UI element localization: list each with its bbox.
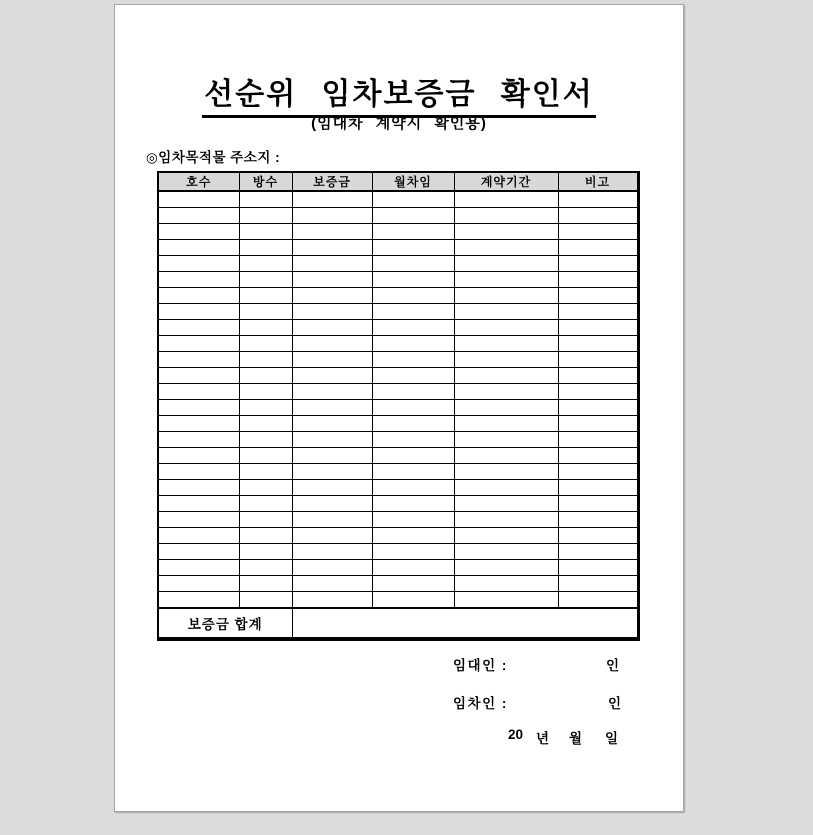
table-cell — [239, 336, 292, 352]
table-cell — [292, 432, 372, 448]
table-cell — [239, 480, 292, 496]
table-row — [158, 512, 638, 528]
table-cell — [158, 368, 239, 384]
table-cell — [454, 352, 558, 368]
table-row — [158, 368, 638, 384]
table-cell — [454, 208, 558, 224]
table-row — [158, 416, 638, 432]
table-header-cell: 보증금 — [292, 172, 372, 191]
table-row — [158, 544, 638, 560]
table-cell — [454, 288, 558, 304]
table-cell — [158, 528, 239, 544]
tenant-label: 임차인 : — [453, 696, 508, 711]
document-page — [114, 4, 684, 812]
landlord-label: 임대인 : — [453, 658, 508, 673]
table-cell — [372, 512, 454, 528]
table-cell — [558, 400, 638, 416]
document-title: 선순위 임차보증금 확인서 — [202, 69, 595, 118]
table-cell — [558, 512, 638, 528]
table-cell — [558, 496, 638, 512]
table-cell — [292, 320, 372, 336]
table-cell — [454, 191, 558, 208]
table-cell — [372, 336, 454, 352]
table-cell — [158, 592, 239, 609]
table-cell — [558, 464, 638, 480]
table-cell — [292, 560, 372, 576]
table-cell — [292, 272, 372, 288]
table-cell — [558, 256, 638, 272]
table-cell — [292, 336, 372, 352]
table-cell — [558, 592, 638, 609]
table-cell — [158, 208, 239, 224]
table-cell — [372, 320, 454, 336]
table-cell — [158, 512, 239, 528]
table-cell — [454, 432, 558, 448]
table-row — [158, 384, 638, 400]
table-cell — [292, 448, 372, 464]
table-cell — [292, 208, 372, 224]
table-header-cell: 계약기간 — [454, 172, 558, 191]
table-cell — [239, 240, 292, 256]
table-cell — [239, 592, 292, 609]
table-cell — [292, 304, 372, 320]
title-block — [115, 69, 683, 118]
table-footer-row — [158, 608, 638, 639]
table-cell — [158, 400, 239, 416]
date-month-label: 월 — [569, 731, 583, 746]
table-header-cell: 방수 — [239, 172, 292, 191]
table-cell — [372, 416, 454, 432]
table-cell — [292, 288, 372, 304]
table-row — [158, 320, 638, 336]
table-cell — [239, 191, 292, 208]
table-cell — [558, 352, 638, 368]
table-cell — [454, 480, 558, 496]
table-cell — [292, 576, 372, 592]
table-cell — [558, 432, 638, 448]
table-cell — [454, 464, 558, 480]
table-cell — [158, 191, 239, 208]
table-cell — [239, 384, 292, 400]
table-cell — [454, 448, 558, 464]
table-cell — [158, 432, 239, 448]
table-cell — [292, 256, 372, 272]
table-cell — [558, 191, 638, 208]
table-cell — [454, 368, 558, 384]
table-row — [158, 592, 638, 609]
table-row — [158, 224, 638, 240]
table-cell — [558, 272, 638, 288]
table-row — [158, 256, 638, 272]
table-cell — [372, 432, 454, 448]
table-cell — [372, 384, 454, 400]
table-cell — [158, 464, 239, 480]
table-cell — [239, 576, 292, 592]
table-cell — [372, 448, 454, 464]
table-cell — [454, 384, 558, 400]
table-cell — [454, 544, 558, 560]
table-row — [158, 288, 638, 304]
table-cell — [372, 352, 454, 368]
table-cell — [158, 304, 239, 320]
table-cell — [454, 304, 558, 320]
table-cell — [558, 304, 638, 320]
table-cell — [239, 416, 292, 432]
table-cell — [158, 480, 239, 496]
table-cell — [372, 576, 454, 592]
table-cell — [292, 400, 372, 416]
table-cell — [239, 448, 292, 464]
table-cell — [558, 240, 638, 256]
table-row — [158, 576, 638, 592]
table-cell — [292, 191, 372, 208]
table-row — [158, 432, 638, 448]
table-cell — [239, 432, 292, 448]
table-row — [158, 336, 638, 352]
table-cell — [558, 288, 638, 304]
table-cell — [158, 576, 239, 592]
table-cell — [372, 480, 454, 496]
table-cell — [558, 336, 638, 352]
table-cell — [454, 528, 558, 544]
table-cell — [292, 384, 372, 400]
table-cell — [454, 416, 558, 432]
table-cell — [372, 400, 454, 416]
table-cell — [372, 304, 454, 320]
table-cell — [239, 560, 292, 576]
landlord-seal-label: 인 — [606, 658, 621, 673]
date-day-label: 일 — [605, 731, 619, 746]
table-cell — [239, 528, 292, 544]
table-cell — [372, 191, 454, 208]
table-cell — [158, 336, 239, 352]
table-cell — [239, 208, 292, 224]
table-row — [158, 560, 638, 576]
table-cell — [454, 400, 558, 416]
table-cell — [454, 560, 558, 576]
table-cell — [158, 240, 239, 256]
table-cell — [558, 544, 638, 560]
table-cell — [372, 592, 454, 609]
date-year-label: 년 — [536, 731, 550, 746]
table-cell — [158, 288, 239, 304]
table-cell — [454, 272, 558, 288]
deposit-total-value-cell — [292, 608, 638, 639]
deposit-total-label-cell: 보증금 합계 — [158, 608, 292, 639]
table-cell — [454, 592, 558, 609]
table-row — [158, 496, 638, 512]
table-cell — [558, 384, 638, 400]
table-cell — [158, 352, 239, 368]
table-cell — [292, 480, 372, 496]
table-cell — [239, 496, 292, 512]
table-row — [158, 272, 638, 288]
table-cell — [372, 208, 454, 224]
table-cell — [558, 368, 638, 384]
table-cell — [372, 544, 454, 560]
table-cell — [158, 448, 239, 464]
table-row — [158, 352, 638, 368]
table-cell — [558, 224, 638, 240]
table-cell — [558, 480, 638, 496]
deposit-table — [157, 171, 640, 641]
tenant-seal-label: 인 — [608, 696, 623, 711]
table-cell — [292, 496, 372, 512]
table-cell — [292, 464, 372, 480]
table-cell — [454, 320, 558, 336]
table-cell — [292, 368, 372, 384]
table-cell — [372, 224, 454, 240]
table-cell — [158, 544, 239, 560]
table-cell — [239, 288, 292, 304]
table-cell — [558, 208, 638, 224]
table-cell — [372, 528, 454, 544]
table-cell — [558, 560, 638, 576]
table-row — [158, 304, 638, 320]
table-row — [158, 528, 638, 544]
table-cell — [158, 224, 239, 240]
table-cell — [558, 528, 638, 544]
table-cell — [372, 240, 454, 256]
table-cell — [158, 416, 239, 432]
table-header-row — [158, 172, 638, 191]
table-cell — [558, 576, 638, 592]
table-cell — [292, 544, 372, 560]
table-cell — [292, 512, 372, 528]
table-cell — [454, 224, 558, 240]
table-header-cell: 비고 — [558, 172, 638, 191]
table-cell — [239, 272, 292, 288]
table-cell — [454, 240, 558, 256]
table-cell — [158, 560, 239, 576]
table-cell — [239, 512, 292, 528]
table-cell — [239, 224, 292, 240]
table-row — [158, 240, 638, 256]
table-cell — [372, 496, 454, 512]
table-cell — [292, 224, 372, 240]
table-cell — [292, 592, 372, 609]
address-label: ◎임차목적물 주소지 : — [146, 150, 281, 165]
table-cell — [454, 576, 558, 592]
table-row — [158, 400, 638, 416]
table-cell — [239, 368, 292, 384]
table-cell — [292, 352, 372, 368]
table-cell — [239, 544, 292, 560]
table-row — [158, 208, 638, 224]
table-cell — [158, 496, 239, 512]
table-cell — [372, 464, 454, 480]
table-cell — [158, 384, 239, 400]
table-cell — [239, 320, 292, 336]
table-cell — [558, 416, 638, 432]
table-cell — [454, 496, 558, 512]
date-year-prefix: 20 — [508, 727, 524, 742]
table-cell — [239, 256, 292, 272]
table-cell — [158, 256, 239, 272]
table-cell — [158, 320, 239, 336]
table-row — [158, 480, 638, 496]
table-cell — [158, 272, 239, 288]
table-cell — [558, 448, 638, 464]
table-cell — [454, 512, 558, 528]
table-cell — [372, 272, 454, 288]
table-cell — [239, 464, 292, 480]
table-cell — [239, 400, 292, 416]
table-cell — [372, 256, 454, 272]
table-header-cell: 호수 — [158, 172, 239, 191]
table-cell — [292, 528, 372, 544]
table-cell — [558, 320, 638, 336]
table-cell — [454, 336, 558, 352]
table-row — [158, 448, 638, 464]
table-cell — [372, 288, 454, 304]
table-cell — [239, 304, 292, 320]
table-cell — [372, 560, 454, 576]
table-cell — [372, 368, 454, 384]
table-cell — [292, 240, 372, 256]
table-cell — [292, 416, 372, 432]
table-row — [158, 464, 638, 480]
table-row — [158, 191, 638, 208]
table-cell — [239, 352, 292, 368]
table-header-cell: 월차임 — [372, 172, 454, 191]
table-cell — [454, 256, 558, 272]
document-subtitle: (임대차 계약시 확인용) — [311, 115, 487, 132]
